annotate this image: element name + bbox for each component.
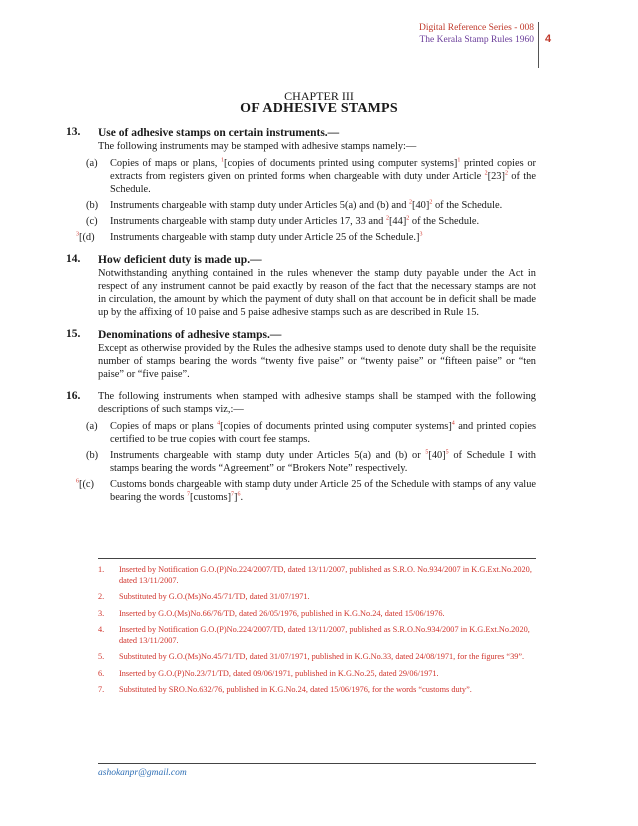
- rule-16-item-a: (a) Copies of maps or plans $^4$[copies of documents printed using computer systems]$^4$ and printed copies certified to be true copies with court fee stamps.: [86, 420, 536, 445]
- footnote-marker[interactable]: 4: [451, 420, 455, 427]
- rule-number: 13.: [66, 126, 81, 138]
- footnote-marker[interactable]: 3: [76, 231, 79, 238]
- rule-text: The following instruments when stamped with adhesive stamps shall be stamped with the following descriptions of such stamps viz,:—: [98, 391, 536, 415]
- footnote: 5. Substituted by G.O.(Ms)No.45/71/TD, dated 31/07/1971, published in K.G.No.33, dated 24/08/1971, for the figures “39”.: [98, 652, 525, 661]
- footnote-marker[interactable]: 7: [231, 491, 235, 498]
- rule-14: [66, 253, 536, 319]
- footnote-marker[interactable]: 4: [217, 420, 221, 427]
- chapter-number: CHAPTER III: [284, 89, 354, 103]
- footnote-marker[interactable]: 2: [484, 170, 488, 177]
- footer-divider: [98, 763, 536, 764]
- footnote-marker[interactable]: 6: [76, 478, 79, 485]
- series-title: Digital Reference Series - 008: [418, 23, 534, 33]
- rule-13: [66, 126, 536, 244]
- rule-16: [66, 390, 536, 504]
- footnote-marker[interactable]: 6: [237, 491, 241, 498]
- footnote: 1. Inserted by Notification G.O.(P)No.224/2007/TD, dated 13/11/2007, published as S.R.O. No.934/2007 in K.G.Ext.No.2020, dated 13/11/2007.: [98, 565, 532, 585]
- rule-heading: Use of adhesive stamps on certain instruments.—: [98, 127, 340, 139]
- footnote-marker[interactable]: 7: [187, 491, 191, 498]
- footnote-marker[interactable]: 2: [385, 215, 389, 222]
- rule-text: Except as otherwise provided by the Rules the adhesive stamps used to denote duty shall be the requisite number of stamps bearing the words “twenty five paise” or “twenty paise” or “fifteen paise” or “ten paise” or “five paise”.: [98, 343, 536, 380]
- rule-number: 16.: [66, 390, 81, 402]
- footnote: 7. Substituted by SRO.No.632/76, published in K.G.No.24, dated 15/06/1976, for the words “customs duty”.: [98, 685, 472, 694]
- rule-heading: Denominations of adhesive stamps.—: [98, 329, 282, 341]
- rule-13-items: [66, 157, 536, 244]
- footnote: 2. Substituted by G.O.(Ms)No.45/71/TD, dated 31/07/1971.: [98, 592, 310, 601]
- footnote-marker[interactable]: 5: [445, 449, 449, 456]
- rule-text: Notwithstanding anything contained in the rules whenever the stamp duty payable under the Act in respect of any instrument cannot be paid exactly by reason of the fact that the necessary stamps are not in circulation, the amount by which the payment of duty shall on that account be in deficit shall be made up by the affixing of 10 paise and 5 paise adhesive stamps such as are described in Rule 15.: [98, 268, 536, 318]
- rule-16-item-c: $^6$[(c) Customs bonds chargeable with stamp duty under Article 25 of the Schedule with stamps of any value bearing the words $^7$[customs]$^7$]$^6$.: [76, 478, 536, 503]
- rule-intro: The following instruments may be stamped with adhesive stamps namely:—: [98, 141, 417, 152]
- footnote-marker[interactable]: 2: [429, 199, 433, 206]
- footnote-marker[interactable]: 2: [406, 215, 410, 222]
- rule-heading: How deficient duty is made up.—: [98, 254, 262, 266]
- page-number: 4: [545, 33, 552, 45]
- document-body: [66, 126, 536, 513]
- running-header: [419, 22, 534, 46]
- footnote-marker[interactable]: 2: [504, 170, 508, 177]
- footnote: 3. Inserted by G.O.(Ms)No.66/76/TD, dated 26/05/1976, published in K.G.No.24, dated 15/06/1976.: [98, 608, 445, 618]
- rule-13-item-b: (b) Instruments chargeable with stamp duty under Articles 5(a) and (b) and $^2[40]^2$ of the Schedule.: [86, 199, 503, 211]
- footer-email-link[interactable]: ashokanpr@gmail.com: [98, 768, 187, 778]
- rule-number: 15.: [66, 328, 81, 340]
- rule-15: [66, 328, 536, 381]
- footnote: 4. Inserted by Notification G.O.(P)No.224/2007/TD, dated 13/11/2007, published as S.R.O.No.934/2007 in K.G.Ext.No.2020, dated 13/11/2007.: [98, 625, 530, 645]
- footnote-marker[interactable]: 3: [419, 231, 423, 238]
- header-divider: [538, 22, 539, 68]
- footnotes: [98, 565, 536, 702]
- book-title: The Kerala Stamp Rules 1960: [419, 35, 534, 45]
- rule-13-item-d: $^3$[(d) Instruments chargeable with stamp duty under Article 25 of the Schedule.]$^3$: [76, 231, 423, 243]
- footnote-marker[interactable]: 1: [457, 157, 461, 164]
- footnote: 6. Inserted by G.O.(P)No.23/71/TD, dated 09/06/1971, published in K.G.No.25, dated 29/06/1971.: [98, 668, 439, 678]
- footnote-marker[interactable]: 1: [221, 157, 225, 164]
- footnote-divider: [98, 558, 536, 559]
- rule-16-items: [66, 420, 536, 504]
- footnote-marker[interactable]: 5: [425, 449, 429, 456]
- rule-13-item-a: (a) Copies of maps or plans, $^1$[copies of documents printed using computer systems]$^1$ printed copies or extracts from registers given on printed forms when chargeable with duty under Article $^2[23]^2$ of the Schedule.: [86, 157, 536, 195]
- chapter-title: OF ADHESIVE STAMPS: [240, 101, 398, 116]
- footnote-marker[interactable]: 2: [409, 199, 413, 206]
- rule-number: 14.: [66, 253, 81, 265]
- rule-16-item-b: (b) Instruments chargeable with stamp duty under Articles 5(a) and (b) or $^5[40]^5$ of Schedule I with stamps bearing the words “Agreement” or “Brokers Note” respectively.: [86, 449, 536, 474]
- rule-13-item-c: (c) Instruments chargeable with stamp duty under Articles 17, 33 and $^2[44]^2$ of the Schedule.: [86, 215, 480, 227]
